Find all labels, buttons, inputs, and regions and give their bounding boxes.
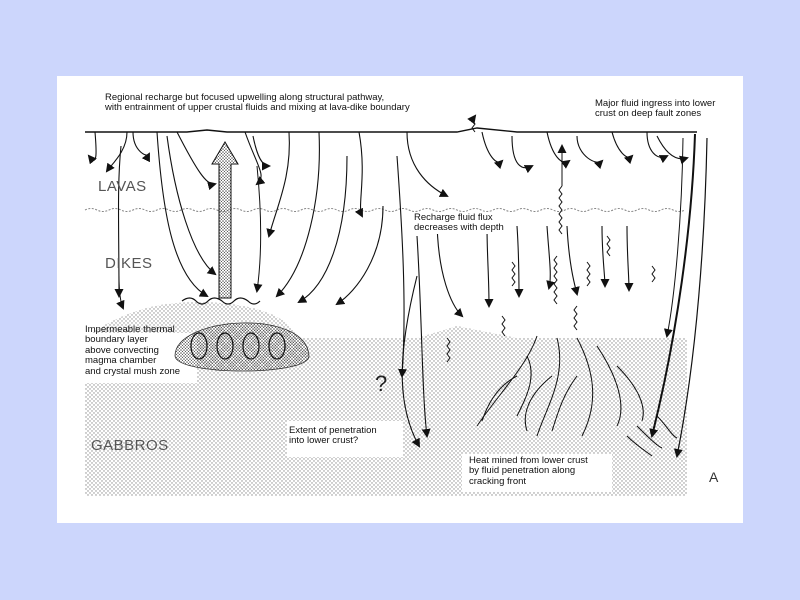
thermal-boundary-line-1: Impermeable thermal bbox=[85, 324, 175, 335]
upwelling-caption-line-2: with entrainment of upper crustal fluids and mixing at lava-dike boundary bbox=[105, 102, 410, 114]
lavas-label: LAVAS bbox=[98, 178, 147, 195]
fault-ingress-caption-line-2: crust on deep fault zones bbox=[595, 108, 702, 120]
gabbros-label: GABBROS bbox=[91, 437, 169, 454]
recharge-flux-caption-line-2: decreases with depth bbox=[414, 222, 504, 234]
panel-letter: A bbox=[709, 469, 719, 485]
penetration-extent-caption bbox=[289, 426, 377, 447]
upwelling-caption bbox=[105, 93, 410, 114]
recharge-flux-caption bbox=[412, 213, 506, 234]
hydrothermal-diagram bbox=[57, 76, 743, 523]
heat-mining-line-2: by fluid penetration along bbox=[469, 465, 576, 477]
diagram-panel bbox=[57, 76, 743, 523]
thermal-boundary-line-3: above convecting bbox=[85, 344, 159, 356]
fault-ingress-caption-line-1: Major fluid ingress into lower bbox=[595, 98, 716, 109]
right-recharge-lines bbox=[482, 132, 687, 306]
heat-mining-line-3: cracking front bbox=[469, 475, 527, 487]
heat-mining-caption bbox=[469, 456, 588, 487]
thermal-boundary-caption bbox=[85, 325, 180, 377]
fault-ingress-caption bbox=[595, 99, 715, 120]
penetration-extent-line-2: into lower crust? bbox=[289, 435, 359, 447]
dikes-label: DIKES bbox=[105, 255, 153, 272]
question-mark: ? bbox=[375, 371, 388, 396]
seafloor-line bbox=[85, 128, 697, 132]
lava-dike-boundary bbox=[85, 209, 685, 212]
heat-mining-line-1: Heat mined from lower crust bbox=[469, 455, 588, 466]
upwelling-arrow bbox=[212, 142, 238, 298]
recharge-flux-caption-line-1: Recharge fluid flux bbox=[414, 212, 493, 223]
upflow-squiggles bbox=[447, 116, 655, 362]
thermal-boundary-line-5: and crystal mush zone bbox=[85, 365, 181, 377]
penetration-extent-line-1: Extent of penetration bbox=[289, 425, 377, 436]
thermal-boundary-line-4: magma chamber bbox=[85, 355, 157, 367]
upwelling-caption-line-1: Regional recharge but focused upwelling along structural pathway, bbox=[105, 92, 385, 103]
thermal-boundary-line-2: boundary layer bbox=[85, 334, 148, 346]
